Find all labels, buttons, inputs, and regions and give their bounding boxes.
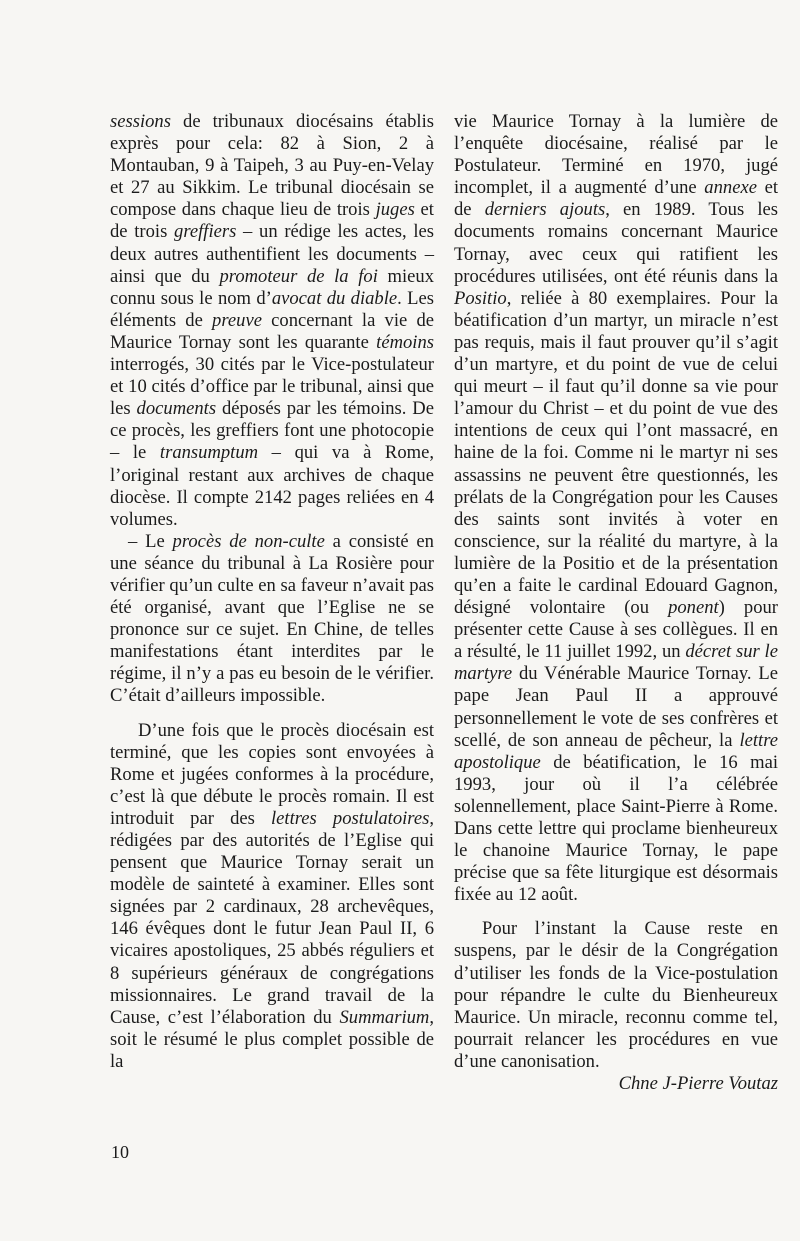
- text-run: ) pour présenter cette Cause à ses collègues. Il en a résulté, le 11 juillet 1992, un: [454, 597, 778, 663]
- italic-text-run: juges: [375, 199, 415, 221]
- text-run: , rédigées par des autorités de l’Eglise qui pensent que Maurice Tornay serait un modèle de sainteté à examiner. Elles sont signées par 2 cardinaux, 28 archevêques, 146 évêques dont le futur Jean Paul II, 6 vicaires apostoliques, 25 abbés réguliers et 8 supérieurs généraux de congrégations missionnaires. Le grand travail de la Cause, c’est l’élaboration du: [110, 807, 435, 1028]
- text-run: , reliée à 80 exemplaires. Pour la béatification d’un martyr, un miracle n’est pas requis, mais il faut prouver qu’il s’agit d’un martyre, et du point de vue de celui qui meurt – il faut qu’il donne sa vie pour l’amour du Christ – et du point de vue des intentions de ceux qui l’ont massacré, en haine de la foi. Comme ni le martyr ni ses assassins ne peuvent être questionnés, les prélats de la Congrégation pour les Causes des saints sont invités à voter en conscience, sur la réalité du martyre, à la lumière de la Positio et de la présentation qu’en a faite le cardinal Edouard Gagnon, désigné volontaire (ou: [454, 287, 778, 619]
- italic-text-run: lettres postulatoires: [271, 807, 430, 829]
- text-run: du Vénérable Maurice Tornay. Le pape Jean Paul II a approuvé personnellement le vote de ses confrères et scellé, de son anneau de pêcheur, la: [454, 663, 778, 751]
- italic-text-run: transumptum: [159, 442, 259, 464]
- italic-text-run: greffiers: [174, 221, 237, 243]
- left-column: [110, 111, 434, 1073]
- italic-text-run: preuve: [212, 309, 262, 331]
- text-run: – Le: [128, 530, 173, 552]
- italic-text-run: documents: [136, 398, 217, 420]
- text-run: mieux connu sous le nom d’: [110, 265, 434, 309]
- paragraph-left-1: [110, 111, 434, 531]
- author-signature: Chne J-Pierre Voutaz: [618, 1073, 778, 1095]
- text-run: déposés par les témoins. De ce procès, les greffiers font une photocopie – le: [110, 398, 434, 464]
- italic-text-run: annexe: [704, 177, 757, 199]
- text-run: . Les éléments de: [110, 287, 434, 331]
- text-run: a consisté en une séance du tribunal à La Rosière pour vérifier qu’un culte en sa faveur n’avait pas été organisé, avant que l’Eglise ne se prononce sur ce sujet. En Chine, de telles manifestations étant interdites par le régime, il n’y a pas eu besoin de le vérifier. C’était d’ailleurs impossible.: [110, 530, 434, 707]
- italic-text-run: derniers ajouts: [484, 199, 606, 221]
- text-run: , en 1989. Tous les documents romains concernant Maurice Tornay, avec ceux qui ratifient les procédures utilisées, ont été réunis dans la: [454, 199, 778, 287]
- text-run: et de: [454, 177, 778, 221]
- text-run: interrogés, 30 cités par le Vice-postulateur et 10 cités d’office par le tribunal, ainsi que les: [110, 354, 434, 420]
- text-run: de béatification, le 16 mai 1993, jour où il l’a célébrée solennellement, place Saint-Pierre à Rome. Dans cette lettre qui proclame bienheureux le chanoine Maurice Tornay, le pape précise que sa fête liturgique est désormais fixée au 12 août.: [454, 751, 778, 906]
- text-run: Pour l’instant la Cause reste en suspens, par le désir de la Congrégation d’utiliser les fonds de la Vice-postulation pour répandre le culte du Bienheureux Maurice. Un miracle, reconnu comme tel, pourrait relancer les procédures en vue d’une canonisation.: [454, 918, 778, 1072]
- italic-text-run: promoteur de la foi: [219, 265, 378, 287]
- text-run: vie Maurice Tornay à la lumière de l’enquête diocésaine, réalisé par le Postulateur. Terminé en 1970, jugé incomplet, il a augmenté d’une: [454, 111, 778, 199]
- text-run: concernant la vie de Maurice Tornay sont les quarante: [110, 309, 434, 353]
- italic-text-run: procès de non-culte: [172, 530, 325, 552]
- text-run: et de trois: [110, 199, 434, 243]
- page-number: 10: [111, 1142, 129, 1162]
- italic-text-run: avocat du diable: [271, 287, 398, 309]
- italic-text-run: lettre apostolique: [454, 729, 778, 773]
- italic-text-run: sessions: [110, 111, 171, 132]
- text-run: , soit le résumé le plus complet possible de la: [110, 1006, 434, 1072]
- text-run: – un rédige les actes, les deux autres authentifient les documents – ainsi que du: [110, 221, 435, 287]
- paragraph-right-2: [454, 918, 778, 1073]
- right-column: [454, 111, 778, 1095]
- italic-text-run: ponent: [668, 597, 719, 619]
- text-run: – qui va à Rome, l’original restant aux archives de chaque diocèse. Il compte 2142 pages reliées en 4 volumes.: [110, 442, 434, 530]
- paragraph-right-1: [454, 111, 778, 906]
- italic-text-run: Positio: [454, 287, 507, 309]
- paragraph-left-3: [110, 720, 434, 1074]
- italic-text-run: Summarium: [339, 1006, 430, 1028]
- italic-text-run: décret sur le martyre: [454, 641, 778, 685]
- paragraph-left-2: [110, 531, 434, 708]
- italic-text-run: témoins: [376, 331, 434, 353]
- text-run: de tribunaux diocésains établis exprès pour cela: 82 à Sion, 2 à Montauban, 9 à Taipeh, 3 au Puy-en-Velay et 27 au Sikkim. Le tribunal diocésain se compose dans chaque lieu de trois: [110, 111, 434, 221]
- text-run: D’une fois que le procès diocésain est terminé, que les copies sont envoyées à Rome et jugées conformes à la procédure, c’est là que débute le procès romain. Il est introduit par des: [110, 719, 434, 829]
